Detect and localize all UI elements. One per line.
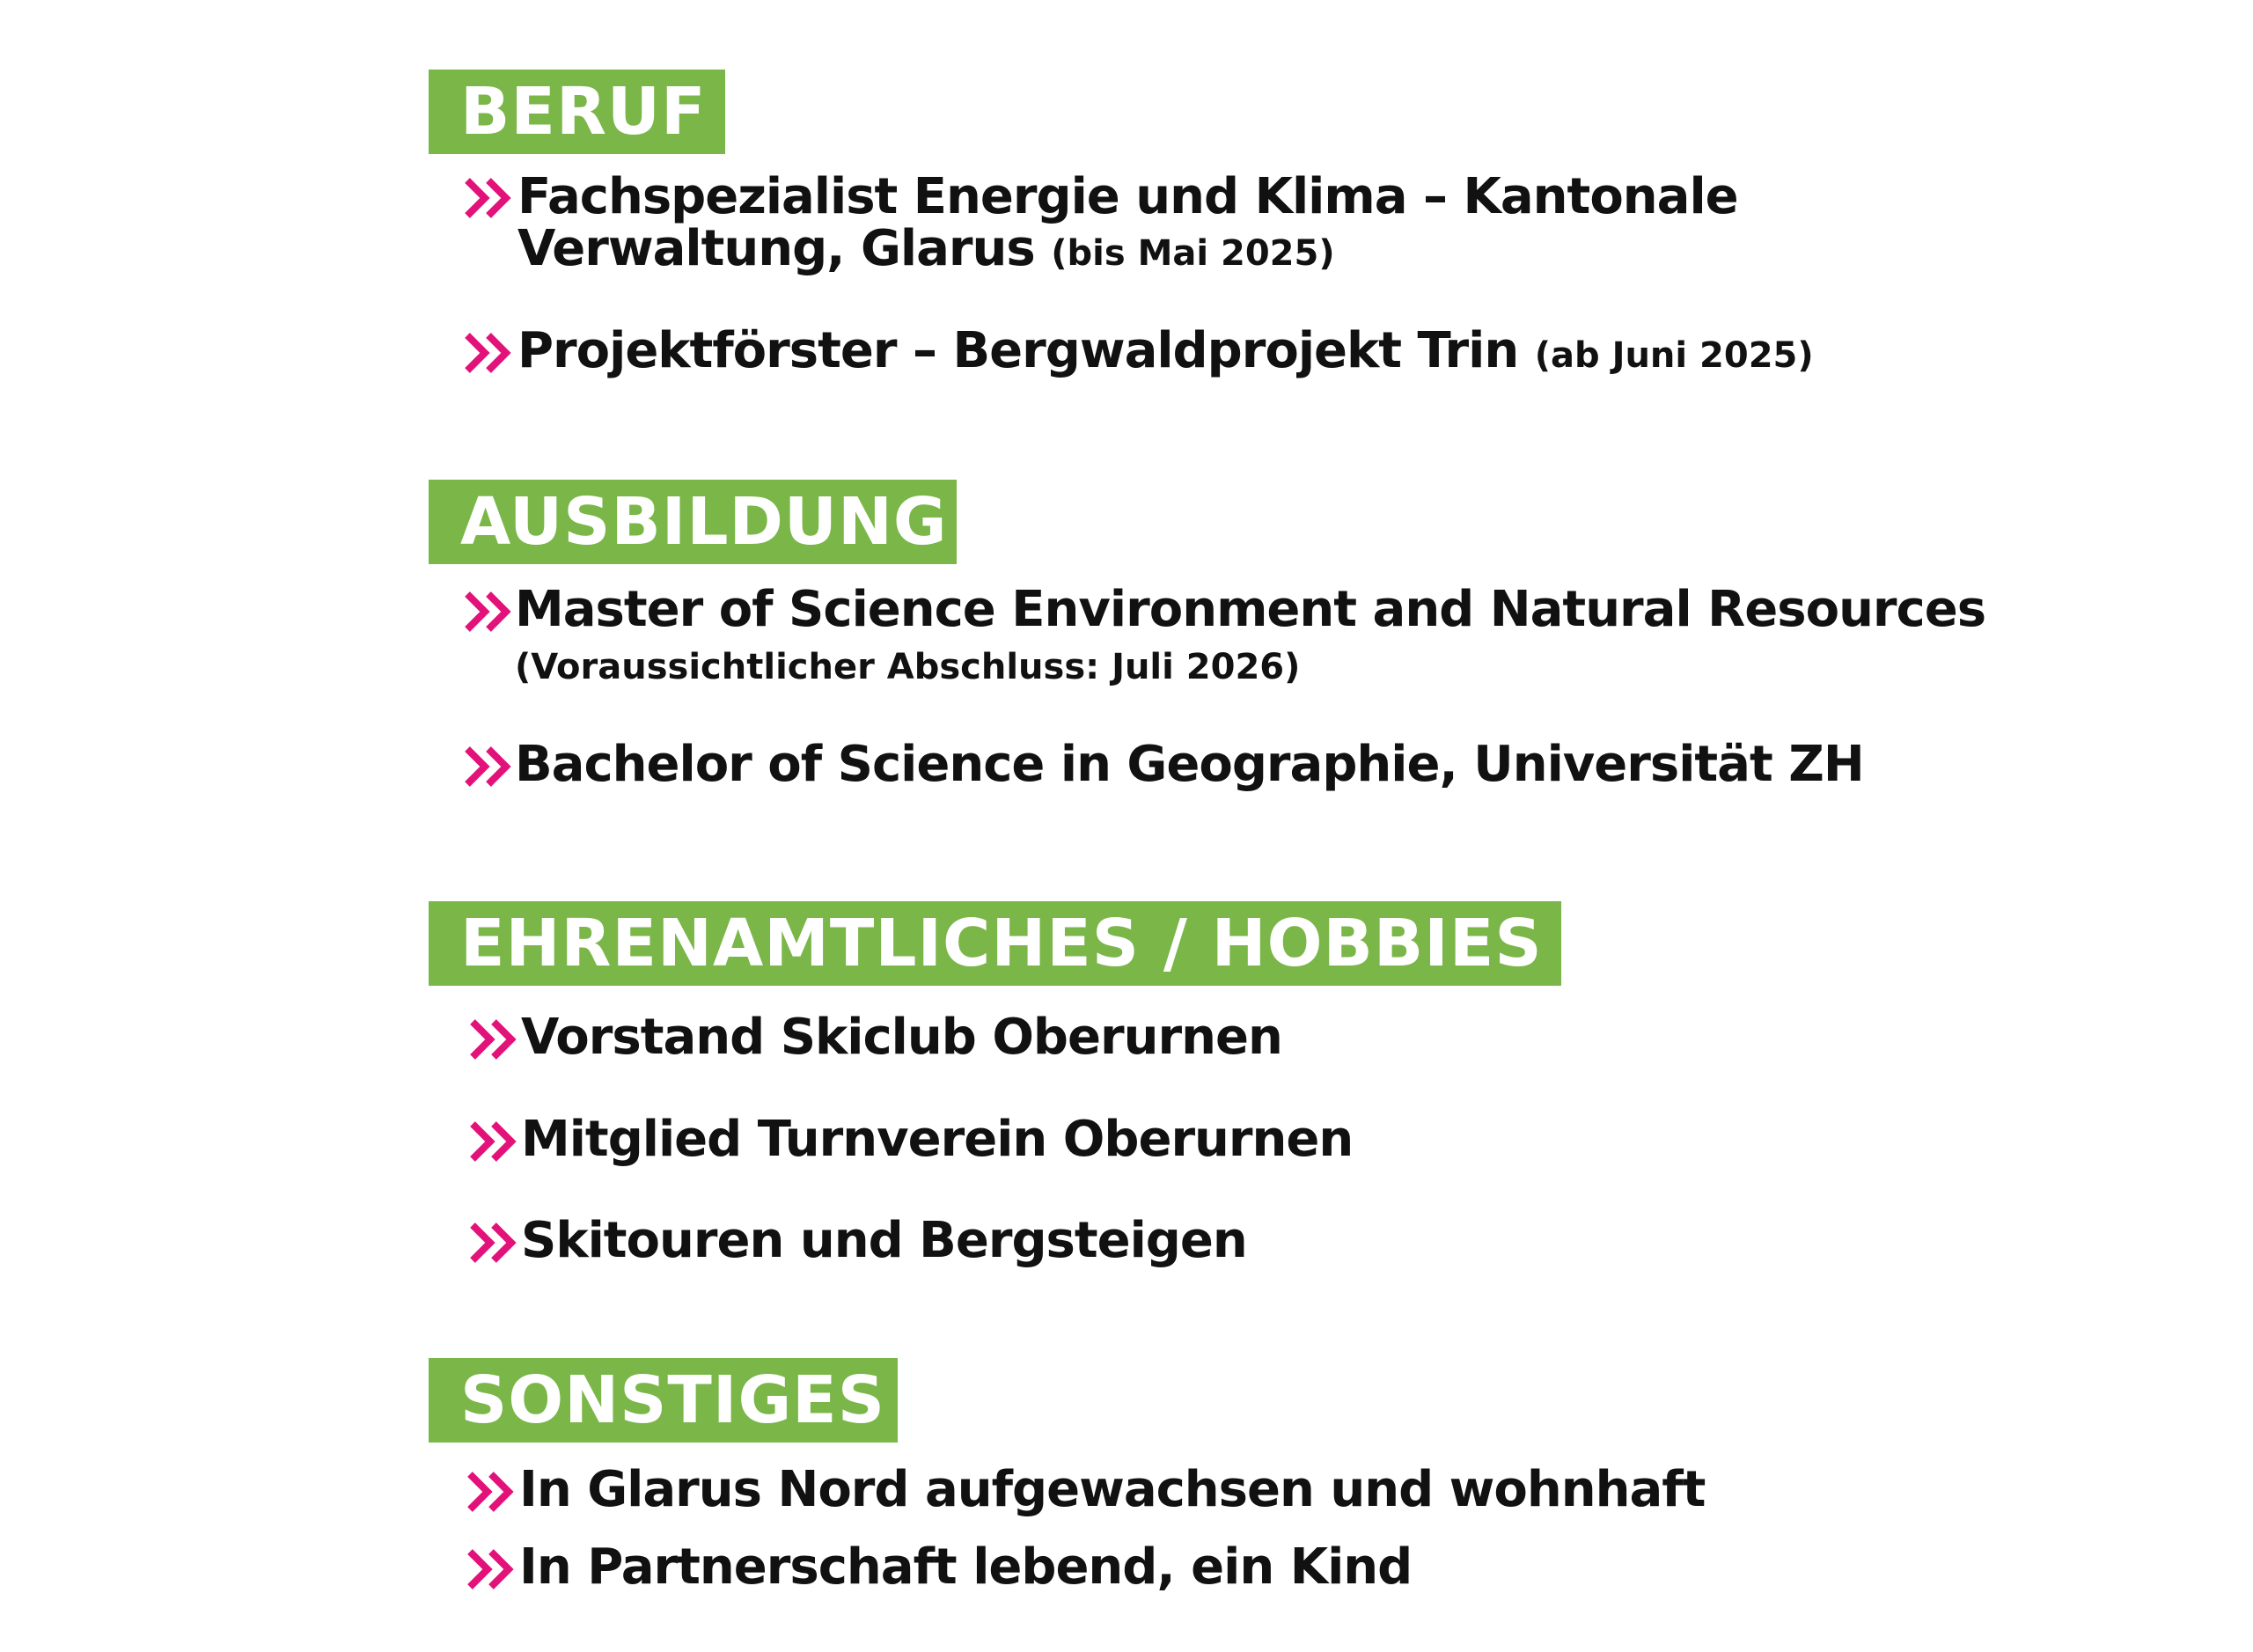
double-chevron-right-icon: [464, 332, 513, 374]
section-title-beruf: BERUF: [460, 74, 707, 150]
double-chevron-right-icon: [464, 745, 513, 788]
double-chevron-right-icon: [469, 1222, 518, 1264]
list-item-beruf-1-line1: Fachspezialist Energie und Klima – Kantonale: [517, 168, 1738, 225]
list-item-beruf-1-note: (bis Mai 2025): [1051, 233, 1335, 274]
double-chevron-right-icon: [464, 591, 513, 633]
list-item-sonstiges-2: In Partnerschaft lebend, ein Kind: [519, 1538, 1413, 1596]
section-title-sonstiges: SONSTIGES: [460, 1362, 886, 1438]
list-item-ausbildung-1: Master of Science Environment and Natural Resources: [515, 581, 1986, 638]
section-title-ausbildung: AUSBILDUNG: [460, 484, 948, 560]
section-header-sonstiges: [429, 1358, 898, 1443]
list-item-ehrenamt-2: Mitglied Turnverein Oberurnen: [521, 1111, 1354, 1168]
list-item-sonstiges-1: In Glarus Nord aufgewachsen und wohnhaft: [519, 1461, 1706, 1518]
list-item-beruf-2: [517, 322, 1814, 381]
list-item-ehrenamt-3: Skitouren und Bergsteigen: [521, 1212, 1247, 1269]
double-chevron-right-icon: [466, 1471, 516, 1513]
list-item-beruf-2-text: Projektförster – Bergwaldprojekt Trin: [517, 322, 1519, 379]
list-item-beruf-1-text: Verwaltung, Glarus: [517, 220, 1035, 277]
list-item-ausbildung-1-note: (Voraussichtlicher Abschluss: Juli 2026): [515, 647, 1301, 687]
section-header-ehrenamt: [429, 901, 1561, 986]
section-header-beruf: [429, 70, 725, 154]
list-item-ehrenamt-1: Vorstand Skiclub Oberurnen: [521, 1009, 1282, 1066]
section-title-ehrenamt: EHRENAMTLICHES / HOBBIES: [460, 906, 1543, 981]
list-item-beruf-2-note: (ab Juni 2025): [1534, 335, 1814, 376]
double-chevron-right-icon: [466, 1548, 516, 1590]
list-item-beruf-1-line2: [517, 220, 1335, 279]
double-chevron-right-icon: [469, 1018, 518, 1061]
double-chevron-right-icon: [469, 1120, 518, 1163]
double-chevron-right-icon: [464, 177, 513, 219]
list-item-ausbildung-2: Bachelor of Science in Geographie, Universität ZH: [515, 736, 1864, 793]
section-header-ausbildung: [429, 480, 957, 564]
